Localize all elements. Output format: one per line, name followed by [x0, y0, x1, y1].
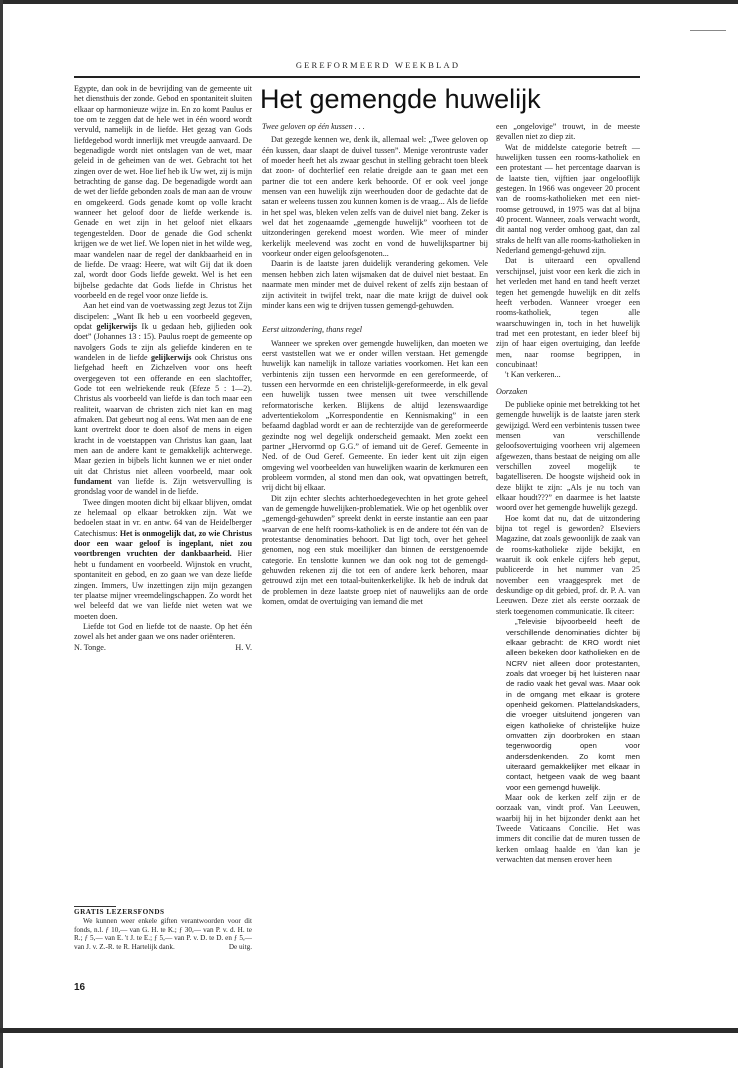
publication-header: GEREFORMEERD WEEKBLAD — [295, 60, 461, 70]
page-edge-left — [0, 0, 3, 1068]
left-column — [74, 84, 252, 905]
paragraph: Daarin is de laatste jaren duidelijk verandering gekomen. Vele mensen hebben zich laten wijsmaken dat de duivel niet bestaat. En naarmate men minder met de duivel rekent of zelfs zijn bestaan of zijn activiteit in twijfel trekt, naar die mate krijgt de duivel ook minder kans een wig te drijven tussen gemengd-gehuwden. — [262, 259, 488, 310]
page-edge-bottom — [0, 1028, 738, 1033]
right-column — [496, 122, 640, 992]
paragraph: Wat de middelste categorie betreft — huwelijken tussen een rooms-katholiek en een protestant — het percentage daarvan is de laatste tien, vijftien jaar ongelooflijk gestegen. In 1966 was ongeveer 20 procent van de rooms-katholieken met een niet-roomse getrouwd, in 1975 was dat al bijna 40 procent. Wanneer, zoals verwacht wordt, dit aantal nog verder omhoog gaat, dan zal straks de helft van alle rooms-katholieken in Nederland gemengd-gehuwd zijn. — [496, 142, 640, 256]
paragraph: Egypte, dan ook in de bevrijding van de gemeente uit het diensthuis der zonde. Gebod en spontaniteit sluiten elkaar op harmonieuze wijze in. En zo komt Paulus er toe om te zeggen dat de hele wet in één woord wordt vervuld, namelijk in de liefde. Het gezag van Gods liefdegebod wordt innerlijk met vreugde aanvaard. De begenadigde wordt niet ontslagen van de wet, maar geleid in de geheimen van de wet. Gebracht tot het zingen over de wet. Hoe lief heb ik Uw wet, zij is mijn betrachting de ganse dag. De begenadigde wordt aan de wet der liefde gebonden zoals de man aan de vrouw en omgekeerd. Gods genade komt op volle kracht wanneer het geloof door de liefde werkende is. Genade en wet zijn in het geloof niet elkaars tegengestelden. Door de genade die God schenkt krijgen we de wet lief. We lopen niet in het wilde weg, maar wandelen naar de regel der dankbaarheid en in de liefde. De vraag: Heere, wat wilt Gij dat ik doen zal, wordt door Gods liefde gewekt. Wel is het een bijbelse gedachte dat Gods liefde in Christus het voorbeeld en de regel voor onze liefde is. — [74, 84, 252, 300]
signature-initials: H. V. — [235, 642, 252, 652]
paragraph: 't Kan verkeren... — [505, 370, 561, 380]
subheading: Eerst uitzondering, thans regel — [262, 325, 362, 335]
paragraph: Dit zijn echter slechts achterhoedegevechten in het grote geheel van de gemengde huwelijken-problematiek. Wie op het ogenblik over „gemengd-gehuwden” spreekt denkt in eerste instantie aan een paar waarvan de ene helft rooms-katholiek is en de andere tot één van de protestantse denominaties behoort. Dat ligt toch, over het geheel genomen, nog een stuk moeilijker dan binnen de eerstgenoemde categorie. En tenslotte kunnen we dan ook nog tot de gemengd-gehuwden rekenen zij die tot een of andere kerk behoren, maar getrouwd zijn met een totaal-buitenkerkelijke. Ik heb de indruk dat de problemen in deze laatste groep niet of nauwelijks aan de orde komen, omdat de overtuiging van iemand die met — [262, 493, 488, 607]
paragraph: Wanneer we spreken over gemengde huwelijken, dan moeten we eerst vaststellen wat we er onder willen verstaan. Het gemengde huwelijk kan namelijk in talloze variaties voorkomen. Het kan een verbintenis zijn tussen een hervormde en een gereformeerde, of tussen een hervormde en een christelijk-gereformeerde, in elk geval een huwelijk tussen twee mensen uit twee verschillende reformatorische kerken. Blijkens de altijd lezenswaardige advertentiekolom „Korrespondentie en Kennismaking” in een befaamd dagblad wordt er aan de rechterzijde van de gereformeerde gezindte nog wel degelijk onderscheid gemaakt. Men zoekt een partner „Hervormd op G.G.” of iemand uit de Geref. Gemeente in Ned. of de Oud Geref. Gemeente. En ieder kent uit zijn eigen omgeving wel voorbeelden van huwelijken waarin de kerkmuren een probleem vormden, al stond men dan ook, wat opvattingen betreft, vrij dicht bij elkaar. — [262, 338, 488, 493]
paragraph: Hoe komt dat nu, dat de uitzondering bijna tot regel is geworden? Elseviers Magazine, dat zoals gewoonlijk de zaak van de rooms-katholieke zijde bekijkt, en waaruit ik ook enkele cijfers heb geput, publiceerde in het nummer van 25 november een vraaggesprek met de deskundige op dit gebied, prof. dr. P. A. van Leeuwen. Deze ziet als eerste oorzaak de sterk toegenomen communicatie. Ik citeer: — [496, 513, 640, 616]
paragraph: een „ongelovige” trouwt, in de meeste gevallen niet zo diep zit. — [496, 122, 640, 142]
subheading: Oorzaken — [496, 386, 528, 396]
paragraph: Maar ook de kerken zelf zijn er de oorzaak van, vindt prof. Van Leeuwen, waarbij hij in het bijzonder denkt aan het Tweede Vaticaans Concilie. Het was immers dit concilie dat de muren tussen de kerken omlaag haalde en 'dan kan je verwachten dat mensen erover heen — [496, 793, 640, 865]
block-quote — [496, 617, 640, 793]
middle-column — [262, 122, 488, 870]
paragraph: Twee dingen mooten dicht bij elkaar blijven, omdat ze helemaal op elkaar betrokken zijn. Wat we bedoelen staat in vr. en antw. 64 van de Heidelberger Catechismus: Het is onmogelijk dat, zo wie Christus door een waar geloof is ingeplant, niet zou voortbrengen vruchten der dankbaarheid. Hier hebt u fundament en voorbeeld. Wijnstok en vrucht, spontaniteit en gebod, en zo gaan we van deze liefde zingen. Immers, Uw inzettingen zijn mijn gezangen ter plaatse mijner vreemdelingschappen. Zo wordt het wel beleefd dat we van liefde niet weten wat we moeten doen. — [74, 497, 252, 621]
paragraph: Liefde tot God en liefde tot de naaste. Op het één zowel als het ander gaan we ons nader oriënteren. — [74, 621, 252, 642]
paragraph: De publieke opinie met betrekking tot het gemengde huwelijk is de laatste jaren sterk gewijzigd. Werd een verbintenis tussen twee mensen van verschillende geloofsovertuiging voorheen vrij algemeen afgewezen, thans bestaat de neiging om alle verschillen zoveel mogelijk te bagatelliseren. De hoogste wijsheid ook in deze blijkt te zijn: „Als je nu toch van elkaar houdt???” en daarmee is het laatste woord over het gemengde huwelijk gezegd. — [496, 399, 640, 513]
paragraph: Aan het eind van de voetwassing zegt Jezus tot Zijn discipelen: „Want Ik heb u een voorbeeld gegeven, opdat gelijkerwijs Ik u gedaan heb, gijlieden ook doet” (Johannes 13 : 15). Paulus roept de gemeente op navolgers Gods te zijn als geliefde kinderen en te wandelen in de liefde gelijkerwijs ook Christus ons liefgehad heeft en Zichzelven voor ons heeft overgegeven tot een offerande en een slachtoffer, Gode tot een welriekende reuk (Efeze 5 : 1—2). Christus als voorbeeld van liefde is dan toch maar een realiteit, waarvan de christen zich niet kan en mag afmaken. Dat gebeurt nog al eens. Wat men aan de ene kant overtrekt door te doen alsof de mens in eigen kracht in de voetstappen van Christus kan gaan, laat men aan de andere kant te gemakkelijk achterwege. Maar gezien in bijbels licht kunnen we er niet onder uit dat Christus niet alleen voorbeeld, maar ook fundament van liefde is. Zijn wetsvervulling is grondslag voor de wandel in de liefde. — [74, 301, 252, 497]
subheading: Twee geloven op één kussen . . . — [262, 122, 365, 131]
paragraph: Dat gezegde kennen we, denk ik, allemaal wel: „Twee geloven op één kussen, daar slaapt de duivel tussen”. Menige verontruste vader of moeder heeft het als zwaar geschut in stelling gebracht toen bleek dat zoon- of dochterlief een relatie dreigde aan te gaan met een partner die tot een andere kerk behoorde. Of er ook veel jonge mensen van een huwelijk zijn weerhouden door de gedachte dat de satan er weleens tussen zou kunnen komen is de vraag... Als de liefde in het spel was, bleken velen zelfs van de duivel niet bang. Zeker is wel dat het zogenaamde „gemengde huwelijk” voorheen tot de uitzonderingen gerekend moest worden. Wie meer of minder kerkelijk meelevend was zocht en vond de huwelijkspartner bij voorkeur onder eigen geloofsgenoten... — [262, 135, 488, 259]
fonds-title: GRATIS LEZERSFONDS — [74, 908, 165, 916]
readers-fund-notice — [74, 908, 252, 952]
header-rule — [74, 76, 640, 78]
page-number: 16 — [74, 982, 86, 993]
fonds-text: We kunnen weer enkele giften verantwoorden voor dit fonds, n.l. ƒ 10,— van G. H. te K.; ƒ 30,— van P. v. d. H. te R.; ƒ 5,— van E. 't J. te E.; ƒ 5,— van P. v. D. te D. en ƒ 5,— van J. v. Z.-R. te R. Hartelijk dank. De uitg. — [74, 916, 252, 952]
page-edge — [0, 0, 738, 4]
fonds-sign: De uitg. — [228, 943, 252, 952]
fonds-rule — [74, 906, 116, 907]
paragraph: Dat is uiteraard een opvallend verschijnsel, juist voor een kerk die zich in het verleden met hand en tand heeft verzet tegen het gemengde huwelijk en dit zelfs heeft verboden. Wanneer vroeger een rooms-katholiek, tegen alle waarschuwingen in, toch in het huwelijk trad met een protestant, en ieder bleef bij zijn of haar eigen overtuiging, dan leefde men, naar roomse begrippen, in concubinaat! — [496, 256, 640, 369]
quote-paragraph: „Televisie bijvoorbeeld heeft de verschillende denominaties dichter bij elkaar gebracht: de KRO wordt niet alleen bekeken door katholieken en de NCRV niet alleen door protestanten, zoals dat vroeger bij het luisteren naar de radio vaak het geval was. Maar ook in de omgang met elkaar is grotere openheid gekomen. Plattelandskaders, die vroeger uitsluitend jongeren van eigen katholieke of christelijke huize omvatten zijn doorbroken en staan tegenwoordig open voor andersdenkenden. Zo komt men uiteraard gemakkelijker met elkaar in contact, hetgeen vaak de weg baant voor een gemengd huwelijk. — [506, 617, 640, 792]
article-title: Het gemengde huwelijk — [260, 84, 541, 114]
corner-mark — [690, 30, 726, 31]
signature-line — [74, 643, 252, 653]
signature-place: N. Tonge. — [74, 642, 106, 652]
